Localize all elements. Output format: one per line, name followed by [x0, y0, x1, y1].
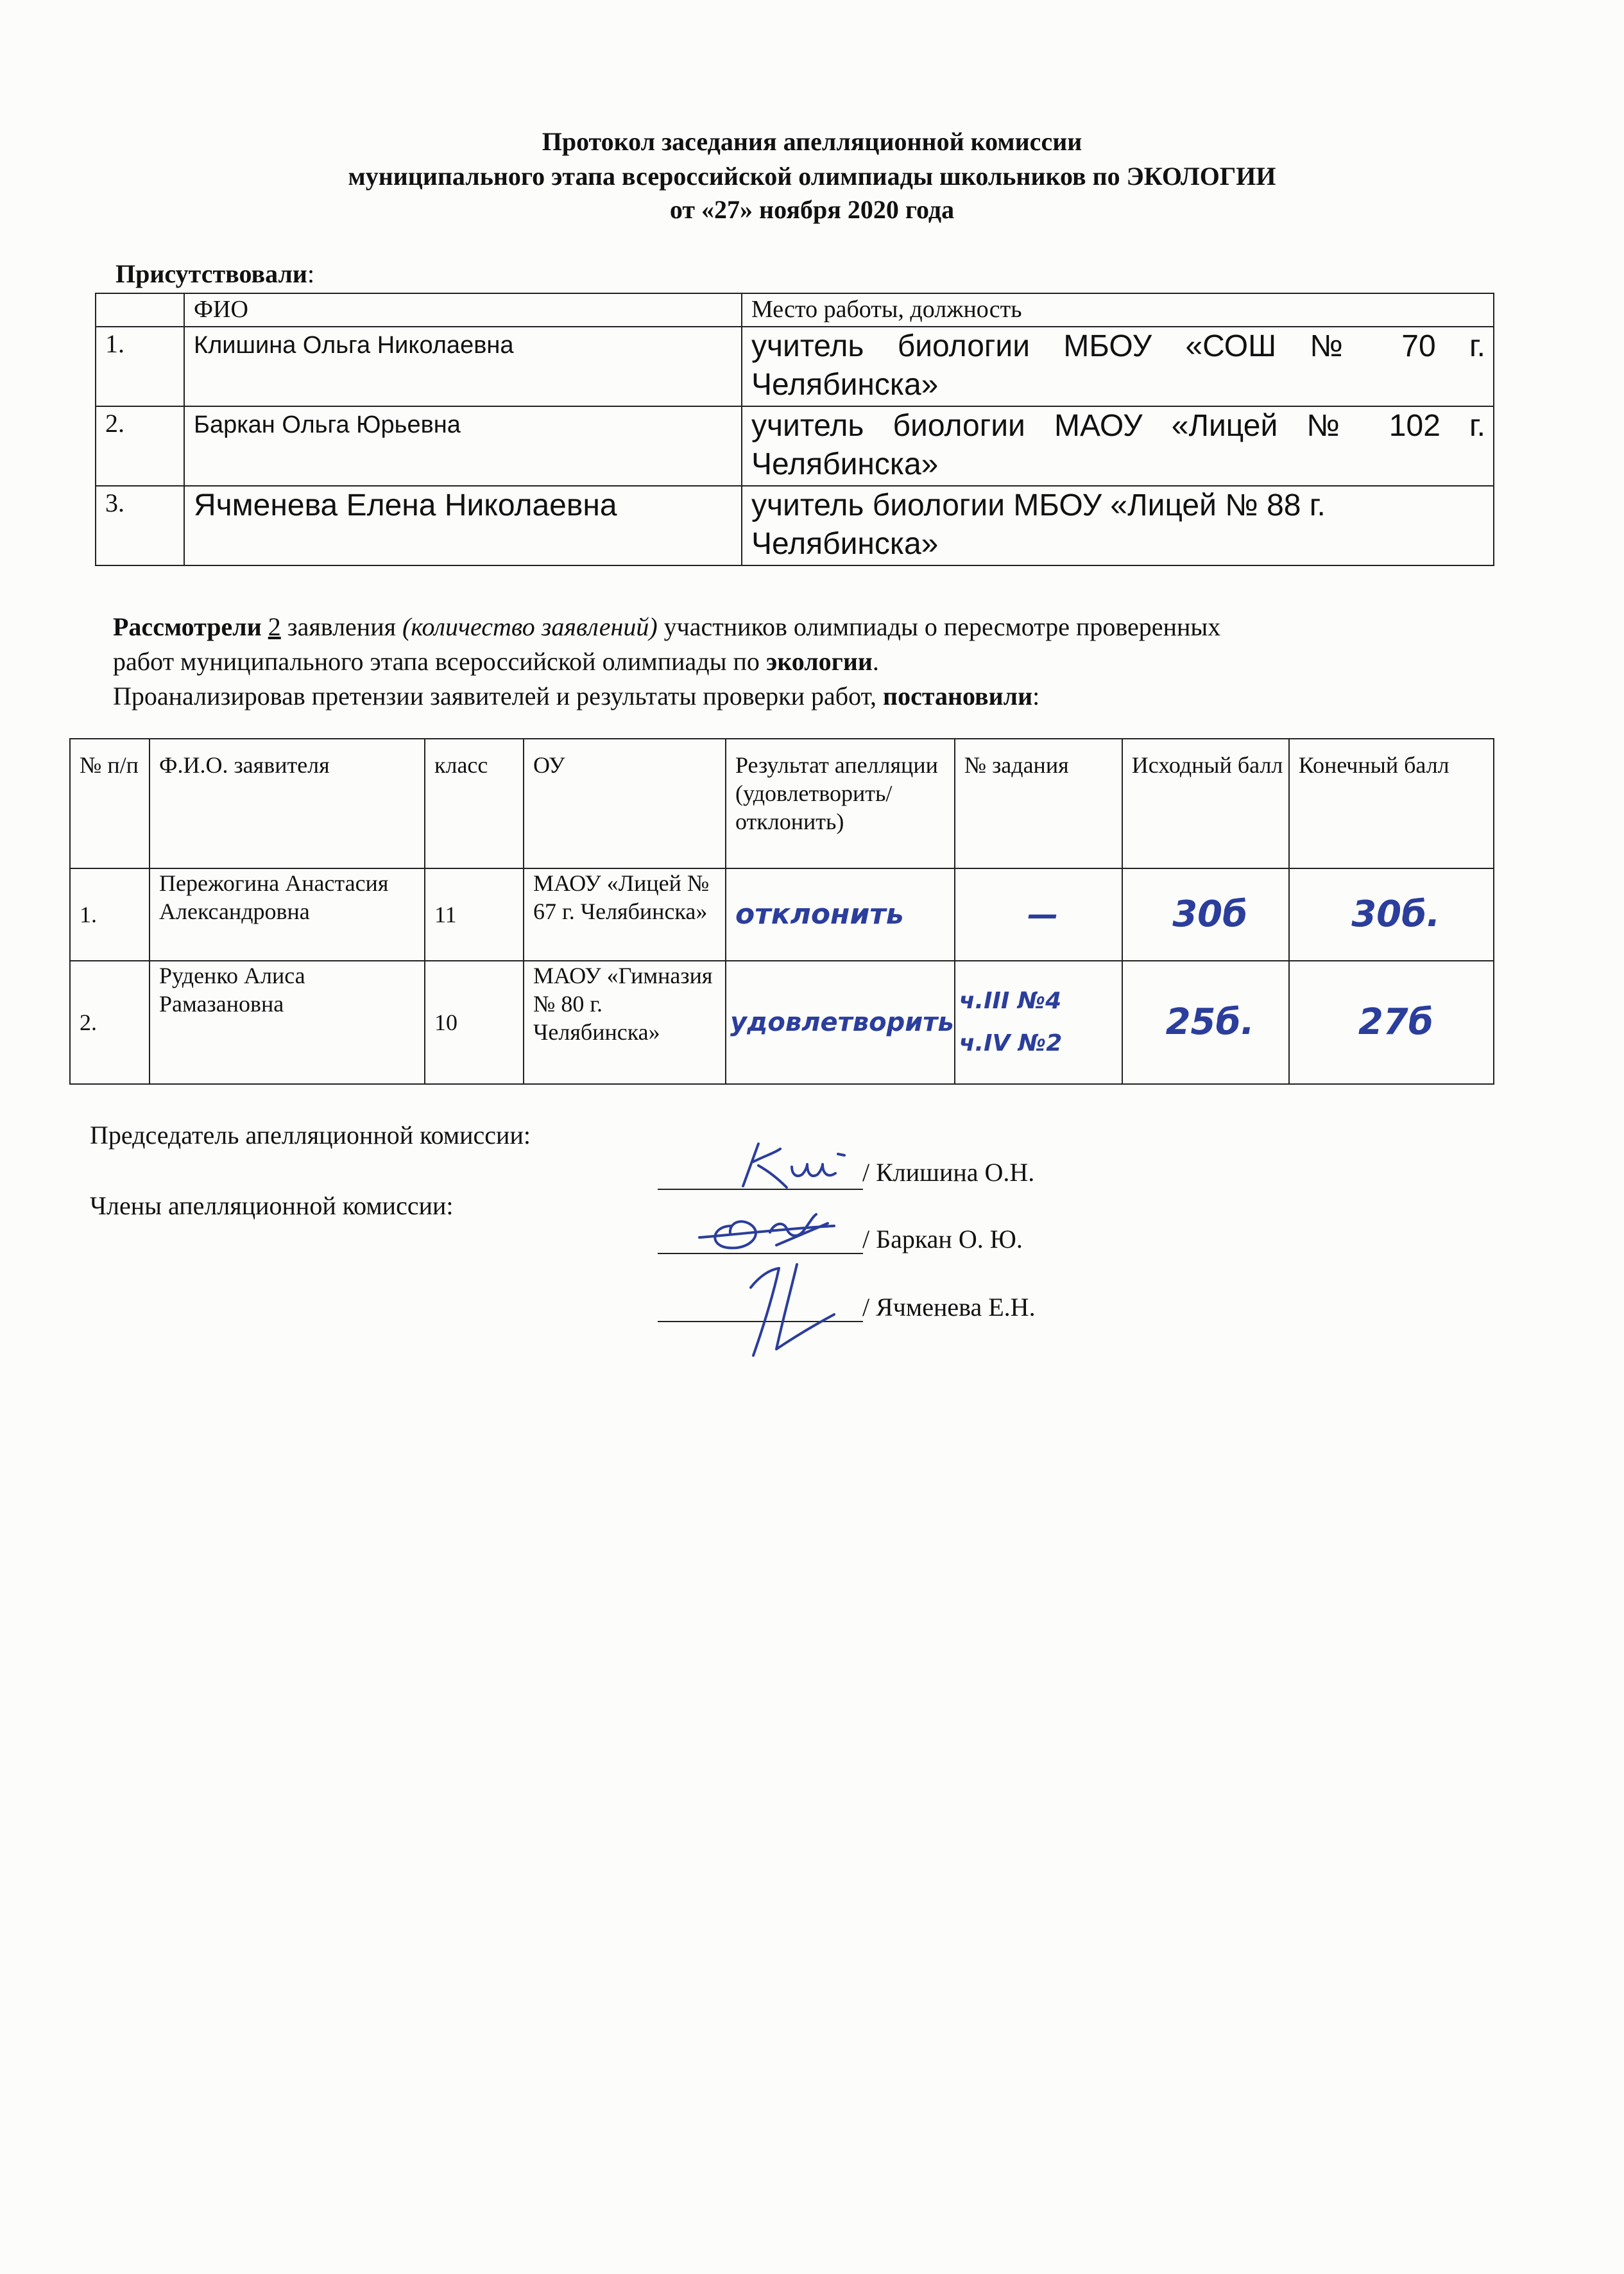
- appeals-row-num: 2.: [70, 961, 150, 1084]
- present-row-job: учитель биологии МБОУ «СОШ № 70 г. Челябинска»: [742, 327, 1494, 406]
- considered-line-1: [113, 610, 1499, 644]
- considered-line2c: .: [872, 647, 879, 676]
- appeals-row-result: отклонить: [726, 868, 955, 961]
- present-table-header: [96, 293, 1494, 327]
- chair-label: Председатель апелляционной комиссии:: [90, 1121, 531, 1150]
- appeals-row-task: [955, 961, 1122, 1084]
- considered-paragraph: [113, 610, 1499, 714]
- appeals-table: [69, 738, 1494, 1085]
- present-row-num: 1.: [96, 327, 184, 406]
- present-row-job: учитель биологии МАОУ «Лицей № 102 г. Челябинска»: [742, 406, 1494, 486]
- considered-line3a: Проанализировав претензии заявителей и результаты проверки работ,: [113, 682, 884, 711]
- appeals-row: [70, 961, 1494, 1084]
- present-header-job: Место работы, должность: [742, 293, 1494, 327]
- document-subtitle: муниципального этапа всероссийской олимпиады школьников по ЭКОЛОГИИ: [348, 162, 1276, 191]
- appeals-row-initial: 25б.: [1122, 961, 1289, 1084]
- considered-text1: заявления: [280, 612, 403, 641]
- document-date: от «27» ноября 2020 года: [669, 195, 955, 224]
- present-row: [96, 486, 1494, 565]
- present-row: [96, 327, 1494, 406]
- appeals-header-grade: класс: [425, 739, 524, 868]
- appeals-row-school: МАОУ «Лицей № 67 г. Челябинска»: [524, 868, 726, 961]
- appeals-row-name: Пережогина Анастасия Александровна: [150, 868, 425, 961]
- appeals-header-school: ОУ: [524, 739, 726, 868]
- present-table: [95, 293, 1494, 566]
- present-row-job: учитель биологии МБОУ «Лицей № 88 г. Челябинска»: [742, 486, 1494, 565]
- present-header-name: ФИО: [184, 293, 742, 327]
- member2-name: / Ячменева Е.Н.: [862, 1293, 1036, 1322]
- present-row: [96, 406, 1494, 486]
- appeals-row-task-line: ч.III №4: [959, 988, 1062, 1014]
- appeals-row-school: МАОУ «Гимназия № 80 г. Челябинска»: [524, 961, 726, 1084]
- considered-line2b: экологии: [765, 647, 873, 676]
- appeals-row-num: 1.: [70, 868, 150, 961]
- members-label: Члены апелляционной комиссии:: [90, 1191, 454, 1220]
- appeals-row-final: 30б.: [1289, 868, 1494, 961]
- document-title: Протокол заседания апелляционной комиссии: [542, 127, 1082, 156]
- appeals-header-num: № п/п: [70, 739, 150, 868]
- considered-line-2: [113, 644, 1499, 679]
- considered-line2a: работ муниципального этапа всероссийской олимпиады по: [113, 647, 766, 676]
- considered-line3c: :: [1032, 682, 1040, 711]
- present-row-num: 2.: [96, 406, 184, 486]
- present-row-name: Ячменева Елена Николаевна: [184, 486, 742, 565]
- present-label-text: Присутствовали: [115, 259, 307, 288]
- considered-line3b: постановили: [883, 682, 1033, 711]
- appeals-row-final: 27б: [1289, 961, 1494, 1084]
- considered-bold: Рассмотрели: [113, 612, 262, 641]
- present-label: [115, 257, 314, 291]
- considered-line-3: [113, 679, 1499, 714]
- appeals-row: [70, 868, 1494, 961]
- appeals-header-initial: Исходный балл: [1122, 739, 1289, 868]
- member2-signature: [731, 1253, 847, 1362]
- appeals-row-initial: 30б: [1122, 868, 1289, 961]
- present-header-num: [96, 293, 184, 327]
- appeals-header-task: № задания: [955, 739, 1122, 868]
- considered-italic: (количество заявлений): [402, 612, 658, 641]
- present-row-name: Баркан Ольга Юрьевна: [184, 406, 742, 486]
- considered-text2: участников олимпиады о пересмотре проверенных: [657, 612, 1221, 641]
- appeals-row-result: удовлетворить: [726, 961, 955, 1084]
- appeals-row-name: Руденко Алиса Рамазановна: [150, 961, 425, 1084]
- appeals-header-final: Конечный балл: [1289, 739, 1494, 868]
- present-label-colon: :: [307, 259, 315, 288]
- appeals-row-grade: 10: [425, 961, 524, 1084]
- appeals-table-header: [70, 739, 1494, 868]
- appeals-header-result: Результат апелляции (удовлетворить/ отклонить): [726, 739, 955, 868]
- appeals-row-task: —: [955, 868, 1122, 961]
- considered-count: 2: [268, 612, 281, 641]
- appeals-row-grade: 11: [425, 868, 524, 961]
- present-row-num: 3.: [96, 486, 184, 565]
- appeals-row-task-line: ч.IV №2: [959, 1030, 1063, 1056]
- chair-name: / Клишина О.Н.: [862, 1158, 1035, 1187]
- member1-name: / Баркан О. Ю.: [862, 1225, 1023, 1253]
- present-row-name: Клишина Ольга Николаевна: [184, 327, 742, 406]
- appeals-header-name: Ф.И.О. заявителя: [150, 739, 425, 868]
- chair-signature: [725, 1136, 866, 1194]
